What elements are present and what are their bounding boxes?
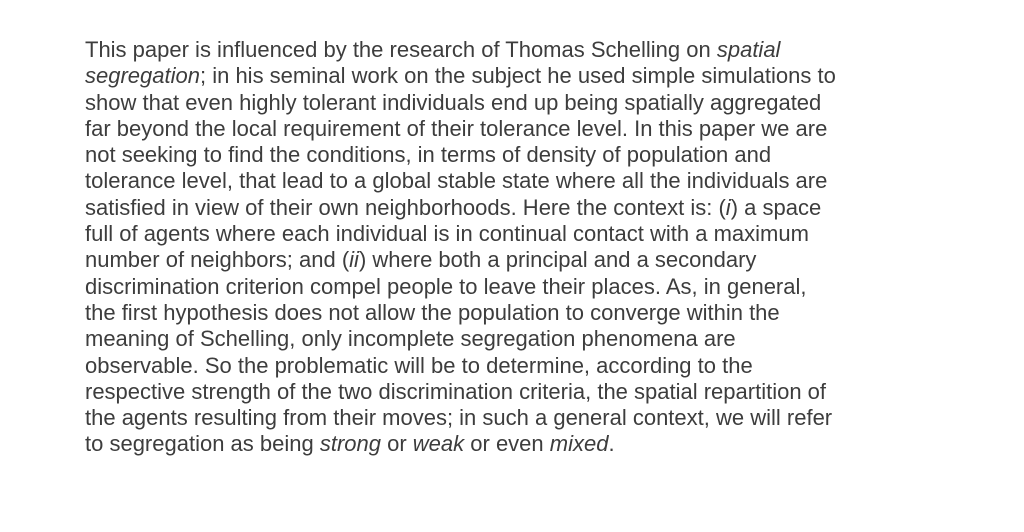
text-line: [85, 379, 985, 405]
text-segment: the agents resulting from their moves; in such a general context, we will refer: [85, 405, 833, 431]
text-segment: far beyond the local requirement of their tolerance level. In this paper we are: [85, 115, 828, 141]
text-line: [85, 116, 985, 142]
text-segment: observable. So the problematic will be to determine, according to the: [85, 352, 753, 378]
text-line: [85, 221, 985, 247]
text-segment: discrimination criterion compel people to leave their places. As, in general,: [85, 273, 807, 299]
text-segment: meaning of Schelling, only incomplete segregation phenomena are: [85, 326, 736, 352]
text-segment: This paper is influenced by the research of Thomas Schelling on: [85, 37, 717, 62]
text-segment: full of agents where each individual is in continual contact with a maximum: [85, 221, 809, 247]
text-segment: respective strength of the two discrimination criteria, the spatial repartition of: [85, 378, 827, 404]
text-segment: to segregation as being: [85, 431, 320, 457]
text-segment: or: [381, 431, 413, 457]
italic-text-segment: weak: [412, 431, 465, 457]
text-segment: ) where both a principal and a secondary: [358, 247, 757, 273]
italic-text-segment: spatial: [716, 37, 781, 62]
text-line: [85, 353, 985, 379]
text-segment: the first hypothesis does not allow the population to converge within the: [85, 299, 780, 325]
text-line: [85, 431, 985, 457]
text-segment: not seeking to find the conditions, in terms of density of population and: [85, 142, 772, 168]
text-segment: satisfied in view of their own neighborhoods. Here the context is: (: [85, 194, 726, 220]
italic-text-segment: ii: [349, 247, 359, 273]
text-segment: ; in his seminal work on the subject he used simple simulations to: [199, 63, 836, 89]
text-line: [85, 300, 985, 326]
text-line: [85, 37, 985, 63]
text-line: [85, 405, 985, 431]
text-line: [85, 274, 985, 300]
text-segment: .: [608, 431, 615, 457]
text-line: [85, 168, 985, 194]
text-segment: ) a space: [730, 194, 822, 220]
text-segment: number of neighbors; and (: [85, 247, 350, 273]
body-paragraph: [85, 37, 985, 458]
text-line: [85, 195, 985, 221]
text-line: [85, 247, 985, 273]
text-segment: or even: [464, 431, 550, 457]
italic-text-segment: segregation: [85, 63, 200, 89]
text-line: [85, 90, 985, 116]
italic-text-segment: strong: [319, 431, 381, 457]
text-segment: show that even highly tolerant individuals end up being spatially aggregated: [85, 89, 822, 115]
text-line: [85, 326, 985, 352]
italic-text-segment: mixed: [549, 431, 609, 457]
text-line: [85, 142, 985, 168]
text-line: [85, 63, 985, 89]
italic-text-segment: i: [725, 194, 731, 220]
text-segment: tolerance level, that lead to a global stable state where all the individuals are: [85, 168, 828, 194]
